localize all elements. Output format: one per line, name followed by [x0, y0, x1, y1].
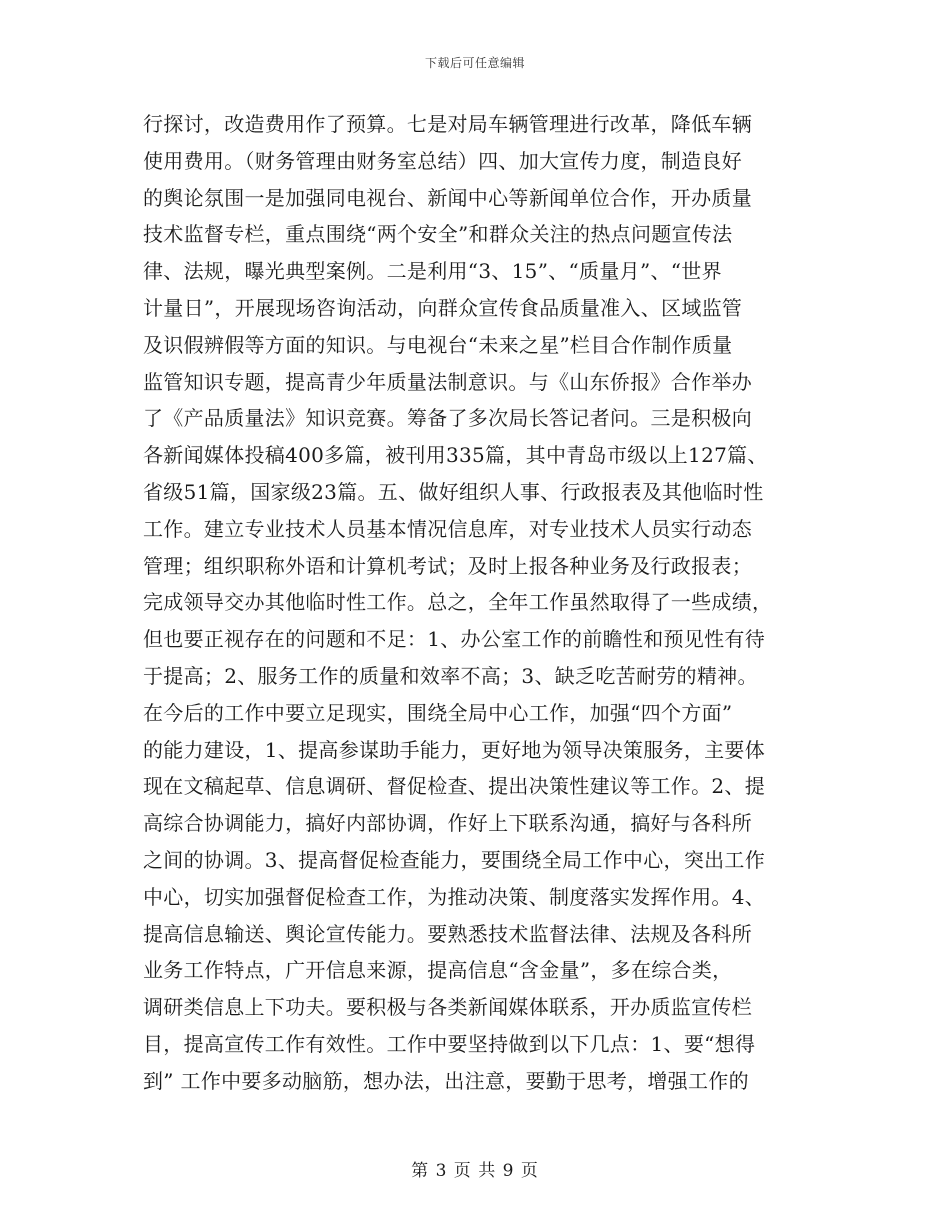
text-line: 省级51篇，国家级23篇。五、做好组织人事、行政报表及其他临时性	[143, 479, 764, 504]
text-line: 计量日”，开展现场咨询活动，向群众宣传食品质量准入、区域监管	[143, 295, 743, 320]
text-line: 之间的协调。3、提高督促检查能力，要围绕全局工作中心，突出工作	[143, 847, 766, 872]
body-text	[143, 106, 823, 1100]
text-line: 到” 工作中要多动脑筋，想办法，出注意，要勤于思考，增强工作的	[143, 1068, 749, 1093]
text-line: 提高信息输送、舆论宣传能力。要熟悉技术监督法律、法规及各科所	[143, 921, 752, 946]
text-line: 调研类信息上下功夫。要积极与各类新闻媒体联系，开办质监宣传栏	[143, 995, 752, 1020]
text-line: 在今后的工作中要立足现实，围绕全局中心工作，加强“四个方面”	[143, 700, 733, 725]
text-line: 使用费用。（财务管理由财务室总结）四、加大宣传力度，制造良好	[143, 148, 742, 173]
text-line: 但也要正视存在的问题和不足：1、办公室工作的前瞻性和预见性有待	[143, 627, 766, 652]
text-line: 业务工作特点，广开信息来源，提高信息“含金量”，多在综合类，	[143, 958, 733, 983]
text-line: 管理；组织职称外语和计算机考试；及时上报各种业务及行政报表；	[143, 553, 752, 578]
text-line: 高综合协调能力，搞好内部协调，作好上下联系沟通，搞好与各科所	[143, 811, 752, 836]
text-line: 目，提高宣传工作有效性。工作中要坚持做到以下几点：1、要“想得	[143, 1031, 756, 1056]
text-line: 于提高；2、服务工作的质量和效率不高；3、缺乏吃苦耐劳的精神。	[143, 663, 758, 688]
text-line: 各新闻媒体投稿400多篇，被刊用335篇，其中青岛市级以上127篇、	[143, 443, 768, 468]
text-line: 工作。建立专业技术人员基本情况信息库，对专业技术人员实行动态	[143, 516, 752, 541]
text-line: 的舆论氛围一是加强同电视台、新闻中心等新闻单位合作，开办质量	[143, 185, 752, 210]
text-line: 及识假辨假等方面的知识。与电视台“未来之星”栏目合作制作质量	[143, 332, 733, 357]
text-line: 监管知识专题，提高青少年质量法制意识。与《山东侨报》合作举办	[143, 369, 752, 394]
text-line: 律、法规，曝光典型案例。二是利用“3、15”、“质量月”、“世界	[143, 259, 722, 284]
text-line: 现在文稿起草、信息调研、督促检查、提出决策性建议等工作。2、提	[143, 774, 766, 799]
header-note: 下载后可任意编辑	[424, 56, 525, 70]
text-line: 了《产品质量法》知识竞赛。筹备了多次局长答记者问。三是积极向	[143, 406, 752, 431]
text-line: 技术监督专栏，重点围绕“两个安全”和群众关注的热点问题宣传法	[143, 222, 733, 247]
text-line: 行探讨，改造费用作了预算。七是对局车辆管理进行改革，降低车辆	[143, 112, 752, 136]
text-line: 中心，切实加强督促检查工作，为推动决策、制度落实发挥作用。4、	[143, 884, 766, 909]
text-line: 的能力建设，1、提高参谋助手能力，更好地为领导决策服务，主要体	[143, 737, 766, 762]
text-line: 完成领导交办其他临时性工作。总之，全年工作虽然取得了一些成绩，	[143, 590, 773, 615]
page-number-footer: 第 3 页 共 9 页	[411, 1161, 539, 1181]
